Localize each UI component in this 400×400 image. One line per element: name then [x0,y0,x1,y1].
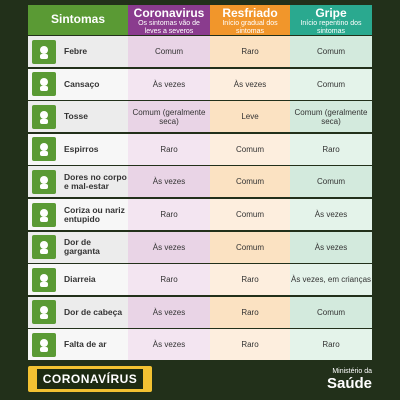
table-row [28,329,372,360]
header-gripe-subtitle: Início repentino dos sintomas [300,20,362,35]
symptom-label: Falta de ar [64,339,107,350]
gripe-cell [290,297,372,328]
coronavirus-cell [128,329,210,360]
ministerio-logo-line1: Ministério da [332,367,372,375]
coronavirus-cell [128,297,210,328]
gripe-cell [290,166,372,197]
resfriado-value: Comum [235,242,264,252]
symptom-label: Diarreia [64,274,96,285]
header-coronavirus-subtitle: Os sintomas vão de leves a severos [138,20,200,35]
gripe-cell [290,101,372,132]
coronavirus-value: Às vezes [152,307,186,317]
coronavirus-cell [128,166,210,197]
coronavirus-cell [128,101,210,132]
header-symptoms [28,5,128,35]
tiredness-icon [32,72,56,96]
coronavirus-value: Raro [160,144,178,154]
symptom-label: Cansaço [64,78,100,89]
header-gripe-title: Gripe [315,6,347,20]
gripe-value: Às vezes [314,242,348,252]
gripe-cell [290,36,372,67]
coronavirus-cell [128,36,210,67]
resfriado-value: Às vezes [233,79,267,89]
symptom-label: Tosse [64,111,88,122]
resfriado-value: Raro [241,47,259,56]
symptom-cell [28,101,128,132]
coronavirus-logo [28,366,152,392]
resfriado-value: Comum [235,177,264,187]
resfriado-cell [210,36,290,67]
coronavirus-cell [128,264,210,295]
coronavirus-value: Às vezes [152,340,186,350]
resfriado-value: Raro [241,275,259,285]
gripe-value: Comum (geralmente seca) [294,107,368,126]
symptom-cell [28,36,128,67]
symptom-label: Dor de cabeça [64,306,123,317]
shortness-of-breath-icon [32,333,56,357]
coronavirus-logo-text: CORONAVÍRUS [37,369,144,389]
resfriado-cell [210,69,290,100]
header-symptoms-label: Sintomas [50,12,105,26]
resfriado-cell [210,134,290,165]
runny-nose-icon [32,203,56,227]
symptom-label: Febre [64,46,88,56]
gripe-cell [290,329,372,360]
gripe-cell [290,232,372,263]
resfriado-cell [210,199,290,230]
cough-icon [32,105,56,129]
gripe-cell [290,199,372,230]
symptom-cell [28,297,128,328]
gripe-value: Raro [322,340,340,350]
table-row [28,297,372,328]
gripe-cell [290,69,372,100]
headache-icon [32,300,56,324]
fever-icon [32,40,56,64]
gripe-value: Raro [322,144,340,154]
resfriado-value: Leve [241,112,259,122]
symptom-label: Espirros [64,143,99,154]
gripe-value: Comum [316,307,345,317]
coronavirus-value: Comum (geralmente seca) [132,107,206,126]
symptom-label: Coriza ou nariz entupido [64,204,125,224]
ministerio-saude-logo [312,362,372,396]
resfriado-cell [210,264,290,295]
resfriado-value: Raro [241,340,259,350]
table-row [28,166,372,197]
table-row [28,232,372,263]
coronavirus-value: Às vezes [152,242,186,252]
gripe-value: Às vezes [314,210,348,219]
symptom-cell [28,264,128,295]
resfriado-value: Comum [235,210,264,219]
header-resfriado-subtitle: Início gradual dos sintomas [222,20,278,35]
table-row [28,134,372,165]
coronavirus-cell [128,199,210,230]
symptom-cell [28,134,128,165]
gripe-cell [290,264,372,295]
table-row [28,36,372,67]
coronavirus-cell [128,69,210,100]
table-row [28,101,372,132]
symptom-label: Dor de garganta [64,237,100,257]
coronavirus-value: Raro [160,275,178,285]
gripe-cell [290,134,372,165]
sore-throat-icon [32,235,56,259]
coronavirus-value: Às vezes [152,177,186,187]
gripe-value: Comum [316,47,345,56]
header-resfriado [210,5,290,35]
symptom-cell [28,232,128,263]
header-coronavirus-title: Coronavirus [133,6,205,20]
symptom-label: Dores no corpo e mal-estar [64,171,127,191]
table-row [28,264,372,295]
table-row [28,199,372,230]
gripe-value: Comum [316,79,345,89]
resfriado-value: Comum [235,144,264,154]
toilet-icon [32,268,56,292]
coronavirus-cell [128,134,210,165]
symptom-cell [28,166,128,197]
coronavirus-cell [128,232,210,263]
coronavirus-value: Comum [154,47,183,56]
coronavirus-value: Às vezes [152,79,186,89]
symptom-cell [28,329,128,360]
resfriado-cell [210,101,290,132]
header-gripe [290,5,372,35]
gripe-value: Comum [316,177,345,187]
gripe-value: Às vezes, em crianças [290,275,372,285]
resfriado-cell [210,232,290,263]
header-coronavirus [128,5,210,35]
resfriado-value: Raro [241,307,259,317]
ministerio-logo-line2: Saúde [326,374,372,392]
sneeze-icon [32,137,56,161]
symptom-cell [28,199,128,230]
resfriado-cell [210,297,290,328]
body-ache-icon [32,170,56,194]
resfriado-cell [210,166,290,197]
header-resfriado-title: Resfriado [222,6,278,20]
symptom-cell [28,69,128,100]
coronavirus-value: Raro [160,210,178,219]
resfriado-cell [210,329,290,360]
table-row [28,69,372,100]
